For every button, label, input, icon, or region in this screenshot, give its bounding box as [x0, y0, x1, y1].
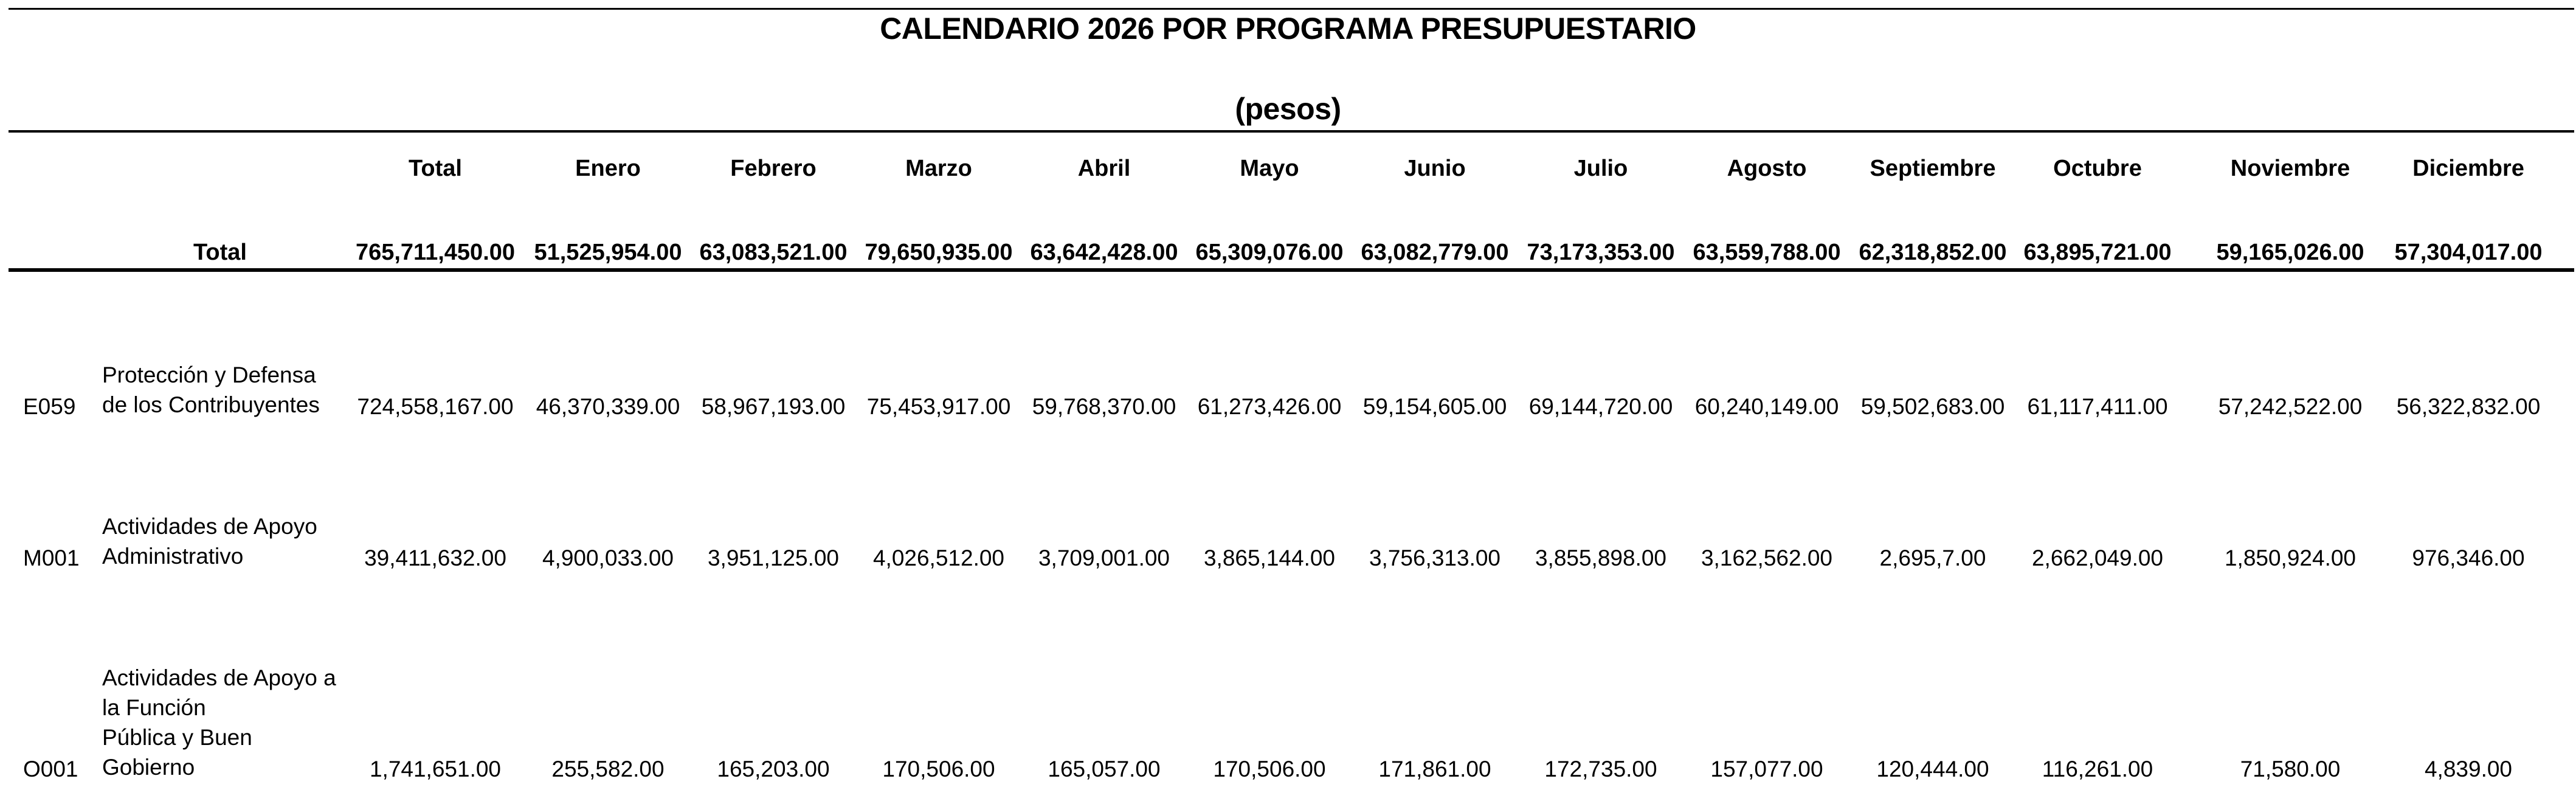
column-header-total: Total: [409, 156, 462, 181]
value-enero: 4,900,033.00: [542, 546, 674, 570]
program-description-line: Gobierno: [102, 755, 195, 780]
value-noviembre: 57,242,522.00: [2218, 394, 2363, 419]
program-description-line: Actividades de Apoyo: [102, 514, 317, 539]
value-octubre: 2,662,049.00: [2031, 546, 2164, 570]
column-header-diciembre: Diciembre: [2412, 156, 2524, 181]
program-description-line: Actividades de Apoyo a: [102, 665, 336, 690]
column-header-mayo: Mayo: [1240, 156, 1299, 181]
total-value-marzo: 79,650,935.00: [865, 240, 1013, 265]
value-junio: 59,154,605.00: [1362, 394, 1507, 419]
value-mayo: 61,273,426.00: [1197, 394, 1342, 419]
value-total: 724,558,167.00: [357, 394, 514, 419]
value-julio: 69,144,720.00: [1528, 394, 1673, 419]
program-description: [102, 360, 320, 420]
total-value-julio: 73,173,353.00: [1527, 240, 1675, 265]
value-agosto: 60,240,149.00: [1694, 394, 1839, 419]
value-total: 1,741,651.00: [369, 757, 502, 781]
value-noviembre: 1,850,924.00: [2224, 546, 2357, 570]
value-febrero: 3,951,125.00: [707, 546, 840, 570]
column-header-abril: Abril: [1077, 156, 1131, 181]
total-value-agosto: 63,559,788.00: [1693, 240, 1841, 265]
program-code: E059: [23, 394, 76, 419]
value-marzo: 75,453,917.00: [866, 394, 1011, 419]
value-septiembre: 2,695,7.00: [1879, 546, 1986, 570]
value-abril: 59,768,370.00: [1032, 394, 1176, 419]
report-subtitle: (pesos): [1235, 92, 1341, 126]
program-code: M001: [23, 546, 80, 570]
total-rule: [9, 268, 2574, 272]
column-header-julio: Julio: [1573, 156, 1628, 181]
column-header-noviembre: Noviembre: [2230, 156, 2350, 181]
value-marzo: 170,506.00: [882, 757, 995, 781]
value-mayo: 170,506.00: [1213, 757, 1326, 781]
value-febrero: 58,967,193.00: [701, 394, 846, 419]
value-octubre: 61,117,411.00: [2027, 394, 2168, 419]
program-description-line: de los Contribuyentes: [102, 392, 320, 417]
column-header-junio: Junio: [1404, 156, 1466, 181]
header-rule: [9, 130, 2574, 133]
program-description-line: Protección y Defensa: [102, 362, 316, 387]
value-diciembre: 56,322,832.00: [2396, 394, 2541, 419]
program-description-line: la Función: [102, 695, 206, 720]
value-diciembre: 976,346.00: [2412, 546, 2525, 570]
total-value-abril: 63,642,428.00: [1030, 240, 1178, 265]
value-junio: 3,756,313.00: [1369, 546, 1501, 570]
column-header-octubre: Octubre: [2053, 156, 2142, 181]
column-header-enero: Enero: [575, 156, 641, 181]
total-value-septiembre: 62,318,852.00: [1859, 240, 2007, 265]
total-value-octubre: 63,895,721.00: [2023, 240, 2172, 265]
value-septiembre: 59,502,683.00: [1860, 394, 2005, 419]
value-agosto: 3,162,562.00: [1701, 546, 1833, 570]
value-enero: 255,582.00: [551, 757, 665, 781]
value-octubre: 116,261.00: [2042, 757, 2153, 781]
program-description-line: Administrativo: [102, 544, 244, 569]
value-abril: 165,057.00: [1048, 757, 1161, 781]
value-total: 39,411,632.00: [364, 546, 506, 570]
column-header-febrero: Febrero: [730, 156, 817, 181]
value-mayo: 3,865,144.00: [1203, 546, 1336, 570]
value-junio: 171,861.00: [1378, 757, 1491, 781]
program-code: O001: [23, 757, 78, 781]
column-header-septiembre: Septiembre: [1870, 156, 1996, 181]
value-febrero: 165,203.00: [717, 757, 830, 781]
value-julio: 3,855,898.00: [1535, 546, 1667, 570]
column-header-agosto: Agosto: [1727, 156, 1807, 181]
program-description: [102, 511, 317, 571]
value-enero: 46,370,339.00: [536, 394, 680, 419]
total-value-total: 765,711,450.00: [355, 240, 516, 265]
total-value-enero: 51,525,954.00: [534, 240, 682, 265]
total-value-diciembre: 57,304,017.00: [2394, 240, 2543, 265]
total-value-noviembre: 59,165,026.00: [2216, 240, 2364, 265]
column-header-marzo: Marzo: [905, 156, 972, 181]
program-description-line: Pública y Buen: [102, 725, 252, 750]
program-description: [102, 663, 336, 782]
top-rule: [9, 8, 2574, 10]
total-value-febrero: 63,083,521.00: [699, 240, 848, 265]
value-julio: 172,735.00: [1544, 757, 1657, 781]
value-agosto: 157,077.00: [1710, 757, 1823, 781]
value-marzo: 4,026,512.00: [872, 546, 1005, 570]
report-title: CALENDARIO 2026 POR PROGRAMA PRESUPUESTARIO: [880, 12, 1696, 46]
value-noviembre: 71,580.00: [2240, 757, 2341, 781]
value-abril: 3,709,001.00: [1038, 546, 1170, 570]
total-value-junio: 63,082,779.00: [1361, 240, 1509, 265]
value-diciembre: 4,839.00: [2424, 757, 2513, 781]
total-row-label: Total: [193, 240, 247, 265]
value-septiembre: 120,444.00: [1876, 757, 1989, 781]
total-value-mayo: 65,309,076.00: [1195, 240, 1344, 265]
